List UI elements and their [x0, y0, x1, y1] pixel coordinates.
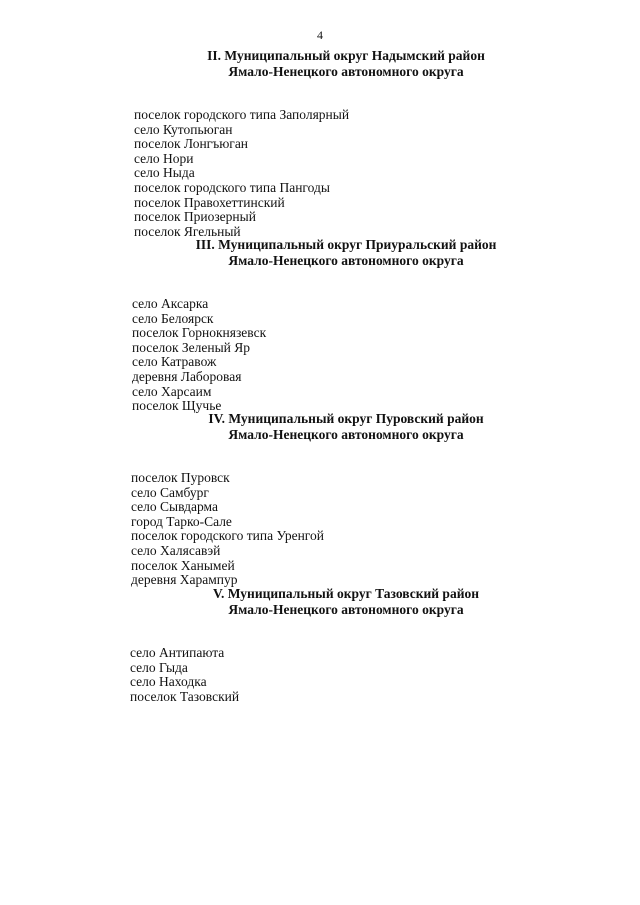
section-title: III. Муниципальный округ Приуральский район: [195, 237, 497, 252]
section-subtitle: Ямало-Ненецкого автономного округа: [228, 64, 464, 79]
settlement-list: [0, 297, 640, 414]
list-item: село Ныда: [134, 165, 195, 181]
list-item: село Антипаюта: [130, 645, 225, 660]
section-heading: [0, 411, 640, 443]
list-item: село Нори: [134, 150, 194, 166]
list-item: село Харсаим: [132, 383, 212, 399]
section-tazovsky: [0, 586, 640, 704]
section-subtitle: Ямало-Ненецкого автономного округа: [228, 427, 464, 442]
section-heading: [0, 48, 640, 80]
settlement-list: [0, 646, 640, 704]
list-item: поселок Щучье: [132, 398, 222, 414]
list-item: село Гыда: [130, 659, 188, 675]
settlement-list: [0, 108, 640, 239]
list-item: поселок Лонгъюган: [134, 136, 249, 152]
settlement-list: [0, 471, 640, 588]
list-item: поселок Ягельный: [134, 223, 241, 239]
list-item: поселок Горнокнязевск: [132, 325, 267, 341]
section-priuralsky: [0, 237, 640, 414]
list-item: поселок Пуровск: [131, 470, 230, 485]
list-item: поселок городского типа Пангоды: [134, 179, 330, 195]
section-subtitle: Ямало-Ненецкого автономного округа: [228, 253, 464, 268]
list-item: поселок Приозерный: [134, 209, 256, 225]
list-item: деревня Харампур: [131, 572, 238, 588]
list-item: деревня Лаборовая: [132, 368, 242, 384]
list-item: село Кутопьюган: [134, 121, 233, 137]
section-nadym: [0, 48, 640, 239]
list-item: поселок Правохеттинский: [134, 194, 285, 210]
section-title: II. Муниципальный округ Надымский район: [207, 48, 485, 63]
section-heading: [0, 237, 640, 269]
section-heading: [0, 586, 640, 618]
list-item: село Аксарка: [132, 296, 209, 311]
list-item: село Халясавэй: [131, 542, 221, 558]
section-title: IV. Муниципальный округ Пуровский район: [208, 411, 484, 426]
list-item: село Катравож: [132, 354, 217, 370]
list-item: поселок Зеленый Яр: [132, 339, 251, 355]
list-item: поселок городского типа Заполярный: [134, 107, 350, 122]
list-item: поселок Тазовский: [130, 688, 240, 704]
list-item: село Находка: [130, 674, 207, 690]
list-item: поселок Ханымей: [131, 557, 235, 573]
section-title: V. Муниципальный округ Тазовский район: [212, 586, 480, 601]
list-item: город Тарко-Сале: [131, 513, 232, 529]
section-subtitle: Ямало-Ненецкого автономного округа: [228, 602, 464, 617]
list-item: село Самбург: [131, 484, 209, 500]
list-item: село Белоярск: [132, 310, 214, 326]
list-item: поселок городского типа Уренгой: [131, 528, 324, 544]
page-number: 4: [317, 28, 323, 42]
section-purovsky: [0, 411, 640, 588]
list-item: село Сывдарма: [131, 499, 218, 515]
